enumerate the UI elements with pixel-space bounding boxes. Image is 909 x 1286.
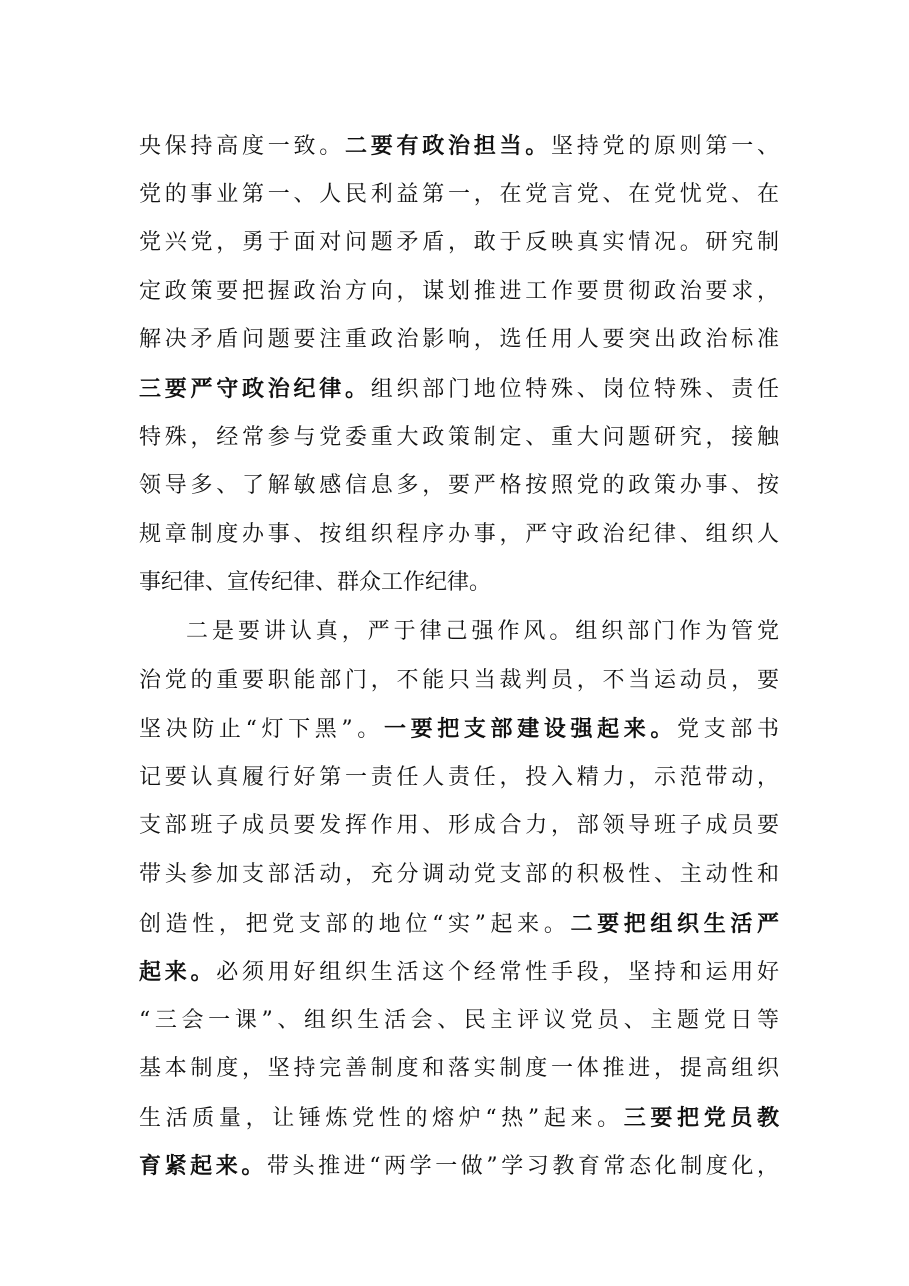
text-line <box>139 219 779 268</box>
text-line <box>139 414 779 463</box>
text-line <box>139 802 779 851</box>
text-line <box>139 608 779 657</box>
text-line <box>139 365 779 414</box>
text-line <box>139 657 779 706</box>
bold-heading-text: 一要把支部建设强起来。 <box>383 716 678 743</box>
body-text: 二是要讲认真，严于律己强作风。组织部门作为管党 <box>186 618 779 644</box>
text-line <box>139 754 779 803</box>
body-text: 事纪律、宣传纪律、群众工作纪律。 <box>139 570 492 596</box>
body-text: 生活质量，让锤炼党性的熔炉“热”起来。 <box>139 1105 624 1131</box>
text-line <box>139 900 779 949</box>
text-line <box>139 1045 779 1094</box>
body-text: 党的事业第一、人民利益第一，在党言党、在党忧党、在 <box>139 181 779 207</box>
bold-heading-text: 起来。 <box>139 959 217 986</box>
body-text: 党兴党，勇于面对问题矛盾，敢于反映真实情况。研究制 <box>139 230 779 256</box>
bold-heading-text: 三要把党员教 <box>623 1104 779 1131</box>
body-text: 坚决防止“灯下黑”。 <box>139 717 384 743</box>
body-text: 带头参加支部活动，充分调动党支部的积极性、主动性和 <box>139 861 779 887</box>
body-text: 党支部书 <box>677 717 779 743</box>
body-text: “三会一课”、组织生活会、民主评议党员、主题党日等 <box>139 1007 779 1033</box>
document-body-text <box>139 122 779 1191</box>
text-line <box>139 997 779 1046</box>
bold-heading-text: 二要有政治担当。 <box>345 133 551 159</box>
body-text: 规章制度办事、按组织程序办事，严守政治纪律、组织人 <box>139 521 779 547</box>
body-text: 坚持党的原则第一、 <box>551 134 779 159</box>
body-text: 治党的重要职能部门，不能只当裁判员，不当运动员，要 <box>139 667 779 693</box>
text-line <box>139 171 779 220</box>
text-line <box>139 559 779 608</box>
text-line <box>139 122 779 171</box>
text-line <box>139 316 779 365</box>
bold-heading-text: 二要把组织生活严 <box>570 910 779 937</box>
body-text: 必须用好组织生活这个经常性手段，坚持和运用好 <box>216 960 779 986</box>
body-text: 组织部门地位特殊、岗位特殊、责任 <box>370 376 779 402</box>
body-text: 创造性，把党支部的地位“实”起来。 <box>139 911 571 937</box>
text-line <box>139 948 779 997</box>
body-text: 记要认真履行好第一责任人责任，投入精力，示范带动， <box>139 764 779 790</box>
body-text: 支部班子成员要发挥作用、形成合力，部领导班子成员要 <box>139 813 779 839</box>
bold-heading-text: 三要严守政治纪律。 <box>139 375 371 402</box>
text-line <box>139 1142 779 1191</box>
text-line <box>139 268 779 317</box>
text-line <box>139 705 779 754</box>
body-text: 特殊，经常参与党委重大政策制定、重大问题研究，接触 <box>139 424 779 450</box>
text-line <box>139 462 779 511</box>
body-text: 定政策要把握政治方向，谋划推进工作要贯彻政治要求， <box>139 278 779 304</box>
body-text: 解决矛盾问题要注重政治影响，选任用人要突出政治标准 <box>139 327 779 353</box>
text-line <box>139 1094 779 1143</box>
body-text: 领导多、了解敏感信息多，要严格按照党的政策办事、按 <box>139 473 779 499</box>
body-text: 央保持高度一致。 <box>139 134 345 159</box>
body-text: 带头推进“两学一做”学习教育常态化制度化， <box>266 1154 779 1180</box>
text-line <box>139 511 779 560</box>
bold-heading-text: 育紧起来。 <box>139 1153 267 1180</box>
body-text: 基本制度，坚持完善制度和落实制度一体推进，提高组织 <box>139 1056 779 1082</box>
text-line <box>139 851 779 900</box>
